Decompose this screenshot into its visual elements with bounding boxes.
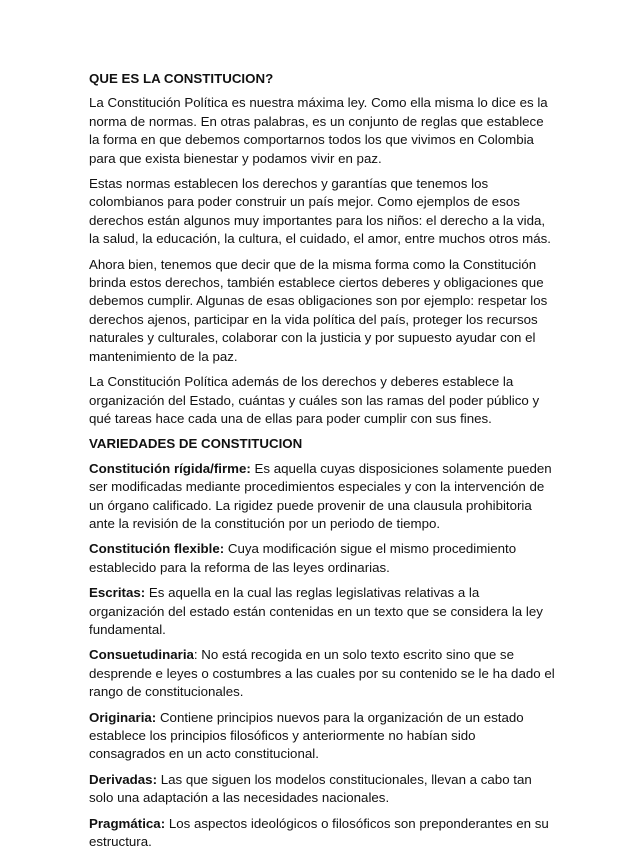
variety-text: Cuya modificación sigue el mismo procedimiento establecido para la reforma de las leyes ordinarias. — [89, 541, 517, 575]
variety-text: Las que siguen los modelos constitucionales, llevan a cabo tan solo una adaptación a las necesidades nacionales. — [89, 771, 532, 806]
intro-paragraph-4: La Constitución Política además de los derechos y deberes establece la organización del Estado, cuántas y cuáles son las ramas del poder público y qué tareas hace cada una de ellas para poder cumplir con sus fines. — [89, 374, 540, 426]
intro-paragraph-1: La Constitución Política es nuestra máxima ley. Como ella misma lo dice es la norma de normas. En otras palabras, es un conjunto de reglas que establece la forma en que debemos comportarnos todos los que vivimos en Colombia para que exista bienestar y podamos vivir en paz. — [89, 95, 548, 166]
variety-text: : No está recogida en un solo texto escrito sino que se desprende e leyes o costumbres a las cuales por su contenido se le ha dado el rango de constitucionales. — [89, 647, 555, 700]
variety-term: Escritas: — [89, 585, 146, 601]
variety-pragmatica — [89, 815, 555, 852]
variety-flexible — [89, 540, 555, 577]
variety-term: Constitución flexible: — [89, 541, 225, 557]
variety-term: Pragmática: — [89, 815, 166, 831]
variety-escritas — [89, 584, 555, 639]
variety-originaria — [89, 709, 555, 764]
variety-term: Consuetudinaria — [89, 647, 194, 663]
variety-consuetudinaria — [89, 646, 555, 701]
intro-paragraph-3: Ahora bien, tenemos que decir que de la misma forma como la Constitución brinda estos derechos, también establece ciertos deberes y obligaciones que debemos cumplir. Algunas de esas obligaciones son por ejemplo: respetar los derechos ajenos, participar en la vida política del país, proteger los recursos naturales y culturales, colaborar con la justicia y por supuesto ayudar con el mantenimiento de la paz. — [89, 256, 548, 364]
variety-term: Constitución rígida/firme: — [89, 460, 251, 476]
document-page — [89, 70, 555, 858]
variety-text: Es aquella en la cual las reglas legislativas relativas a la organización del estado están contenidas en un texto que se considera la ley fundamental. — [89, 585, 543, 637]
variety-term: Originaria: — [89, 709, 157, 725]
section-heading-que-es: QUE ES LA CONSTITUCION? — [89, 71, 274, 86]
intro-paragraph-2: Estas normas establecen los derechos y garantías que tenemos los colombianos para poder construir un país mejor. Como ejemplos de esos derechos están algunos muy importantes para los niños: el derecho a la vida, la salud, la educación, la cultura, el cuidado, el amor, entre muchos otros más. — [89, 176, 551, 247]
variety-text: Los aspectos ideológicos o filosóficos son preponderantes en su estructura. — [89, 815, 549, 850]
variety-rigida — [89, 460, 555, 534]
variety-text: Es aquella cuyas disposiciones solamente pueden ser modificadas mediante procedimientos especiales y con la intervención de un órgano calificado. La rigidez puede provenir de una clausula prohibitoria ante la revisión de la constitución por un periodo de tiempo. — [89, 460, 552, 531]
variety-term: Derivadas: — [89, 771, 157, 787]
section-heading-variedades: VARIEDADES DE CONSTITUCION — [89, 436, 303, 452]
variety-derivadas — [89, 771, 555, 808]
variety-text: Contiene principios nuevos para la organización de un estado establece los principios filosóficos y anteriormente no habían sido consagrados en un acto constitucional. — [89, 709, 524, 762]
